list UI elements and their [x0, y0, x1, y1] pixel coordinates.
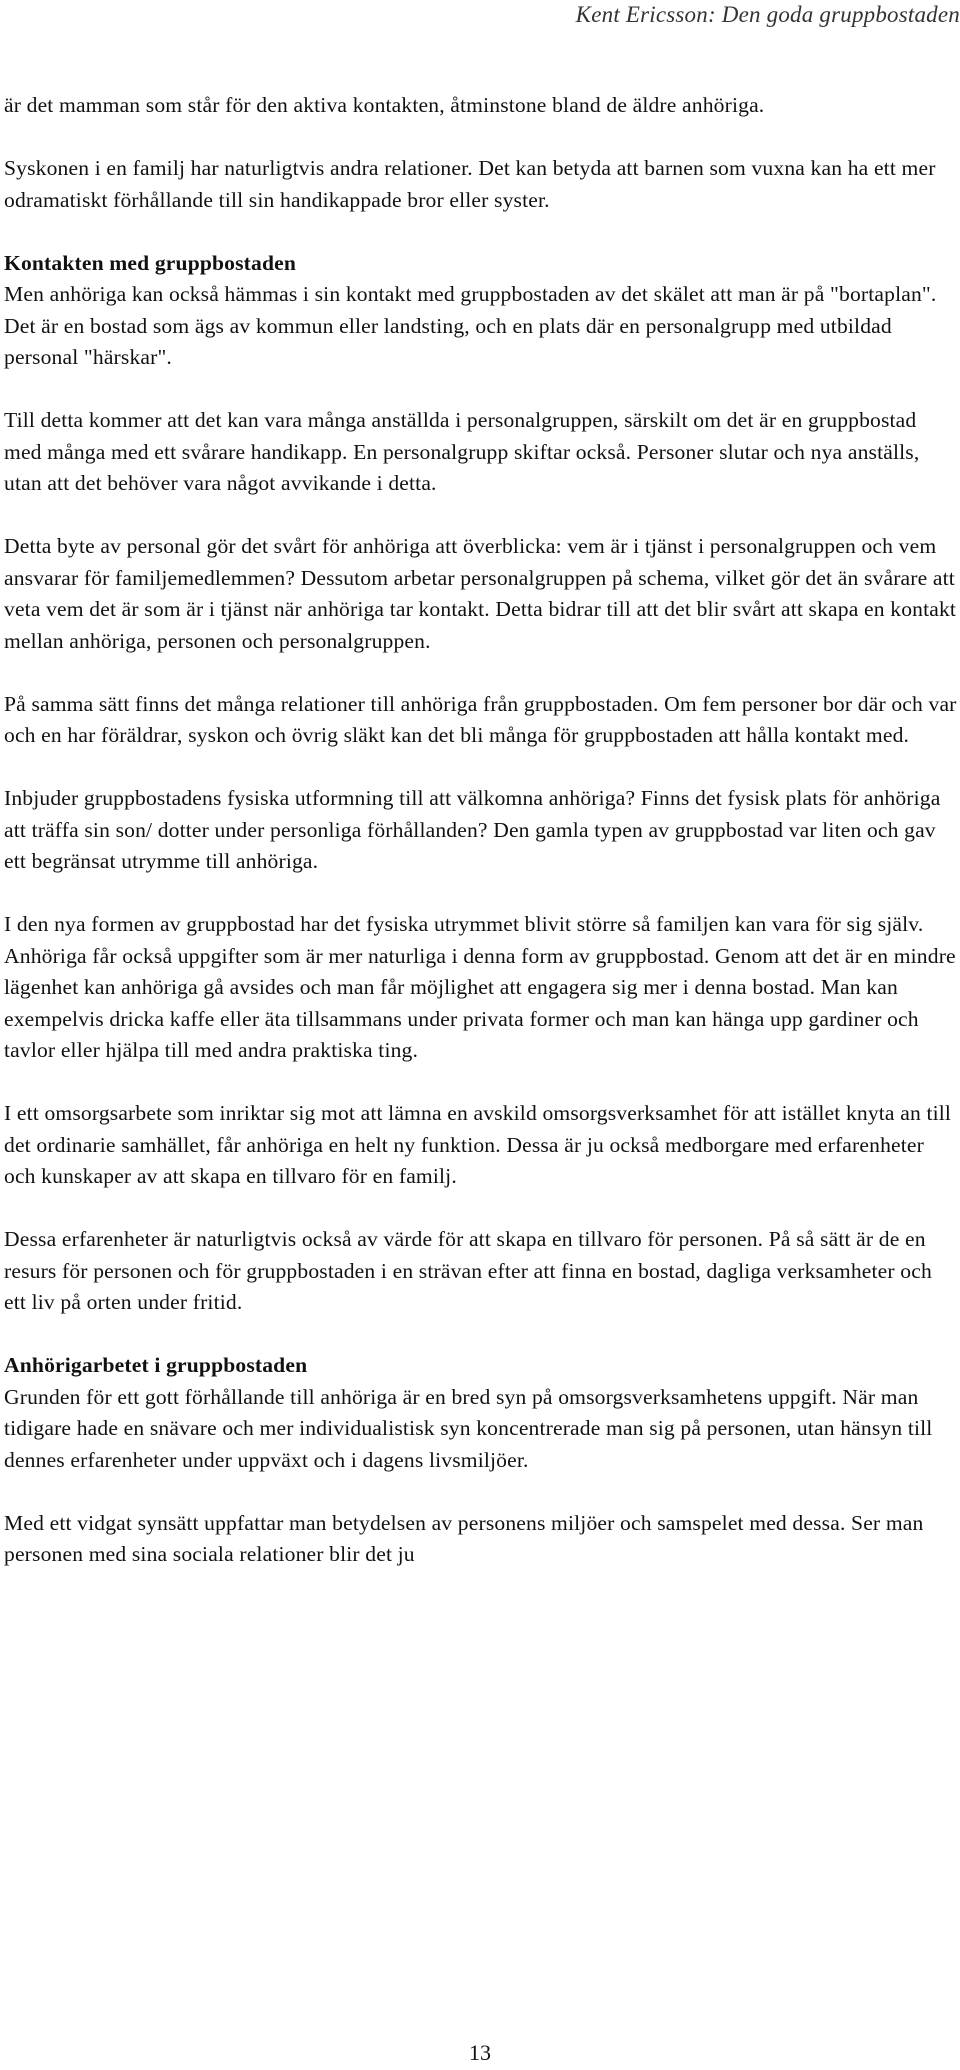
paragraph-7	[4, 783, 959, 878]
paragraph-text: I den nya formen av gruppbostad har det fysiska utrymmet blivit större så familjen kan vara för sig själv. Anhöriga får också uppgifter som är mer naturliga i denna form av gruppbostad. Genom att det är en mindre lägenhet kan anhöriga gå avsides och man får möjlighet att engagera sig mer i denna bostad. Man kan exempelvis dricka kaffe eller äta tillsammans under privata former och man kan hänga upp gardiner och tavlor eller hjälpa till med andra praktiska ting.	[4, 912, 956, 1062]
paragraph-5	[4, 531, 959, 657]
paragraph-9	[4, 1098, 959, 1193]
paragraph-2	[4, 153, 959, 216]
paragraph-12	[4, 1508, 959, 1571]
paragraph-text: Detta byte av personal gör det svårt för anhöriga att överblicka: vem är i tjänst i personalgruppen och vem ansvarar för familjemedlemmen? Dessutom arbetar personalgruppen på schema, vilket gör det än svårare att veta vem det är som är i tjänst när anhöriga tar kontakt. Detta bidrar till att det blir svårt att skapa en kontakt mellan anhöriga, personen och personalgruppen.	[4, 534, 957, 653]
paragraph-8	[4, 909, 959, 1067]
paragraph-4	[4, 405, 959, 500]
paragraph-1	[4, 90, 959, 122]
paragraph-text: är det mamman som står för den aktiva kontakten, åtminstone bland de äldre anhöriga.	[4, 93, 765, 117]
paragraph-6	[4, 689, 959, 752]
paragraph-text: På samma sätt finns det många relationer till anhöriga från gruppbostaden. Om fem personer bor där och var och en har föräldrar, syskon och övrig släkt kan det bli många för gruppbostaden att hålla kontakt med.	[4, 691, 957, 747]
section-heading-kontakten: Kontakten med gruppbostaden	[4, 250, 297, 275]
paragraph-text: Syskonen i en familj har naturligtvis andra relationer. Det kan betyda att barnen som vuxna kan ha ett mer odramatiskt förhållande till sin handikappade bror eller syster.	[4, 156, 936, 212]
paragraph-text: Men anhöriga kan också hämmas i sin kontakt med gruppbostaden av det skälet att man är på "bortaplan". Det är en bostad som ägs av kommun eller landsting, och en plats där en personalgrupp med utbildad personal "härskar".	[4, 282, 937, 369]
page-number: 13	[469, 2040, 491, 2065]
paragraph-text: Med ett vidgat synsätt uppfattar man betydelsen av personens miljöer och samspelet med dessa. Ser man personen med sina sociala relationer blir det ju	[4, 1510, 924, 1566]
paragraph-text: Dessa erfarenheter är naturligtvis också av värde för att skapa en tillvaro för personen. På så sätt är de en resurs för personen och för gruppbostaden i en strävan efter att finna en bostad, dagliga verksamheter och ett liv på orten under fritid.	[4, 1227, 932, 1314]
paragraph-text: Inbjuder gruppbostadens fysiska utformning till att välkomna anhöriga? Finns det fysisk plats för anhöriga att träffa sin son/ dotter under personliga förhållanden? Den gamla typen av gruppbostad var liten och gav ett begränsat utrymme till anhöriga.	[4, 786, 941, 873]
paragraph-10	[4, 1224, 959, 1319]
running-header: Kent Ericsson: Den goda gruppbostaden	[575, 2, 960, 27]
paragraph-text: I ett omsorgsarbete som inriktar sig mot att lämna en avskild omsorgsverksamhet för att istället knyta an till det ordinarie samhället, får anhöriga en helt ny funktion. Dessa är ju också medborgare med erfarenheter och kunskaper av att skapa en tillvaro för en familj.	[4, 1101, 952, 1188]
paragraph-text: Grunden för ett gott förhållande till anhöriga är en bred syn på omsorgsverksamhetens uppgift. När man tidigare hade en snävare och mer individualistisk syn koncentrerade man sig på personen, utan hänsyn till dennes erfarenheter under uppväxt och i dagens livsmiljöer.	[4, 1384, 933, 1472]
paragraph-3	[4, 248, 959, 374]
page-body	[4, 90, 959, 1602]
paragraph-11	[4, 1350, 959, 1476]
paragraph-text: Till detta kommer att det kan vara många anställda i personalgruppen, särskilt om det är en gruppbostad med många med ett svårare handikapp. En personalgrupp skiftar också. Personer slutar och nya anställs, utan att det behöver vara något avvikande i detta.	[4, 408, 920, 495]
section-heading-anhorigarbetet: Anhörigarbetet i gruppbostaden	[4, 1353, 308, 1377]
